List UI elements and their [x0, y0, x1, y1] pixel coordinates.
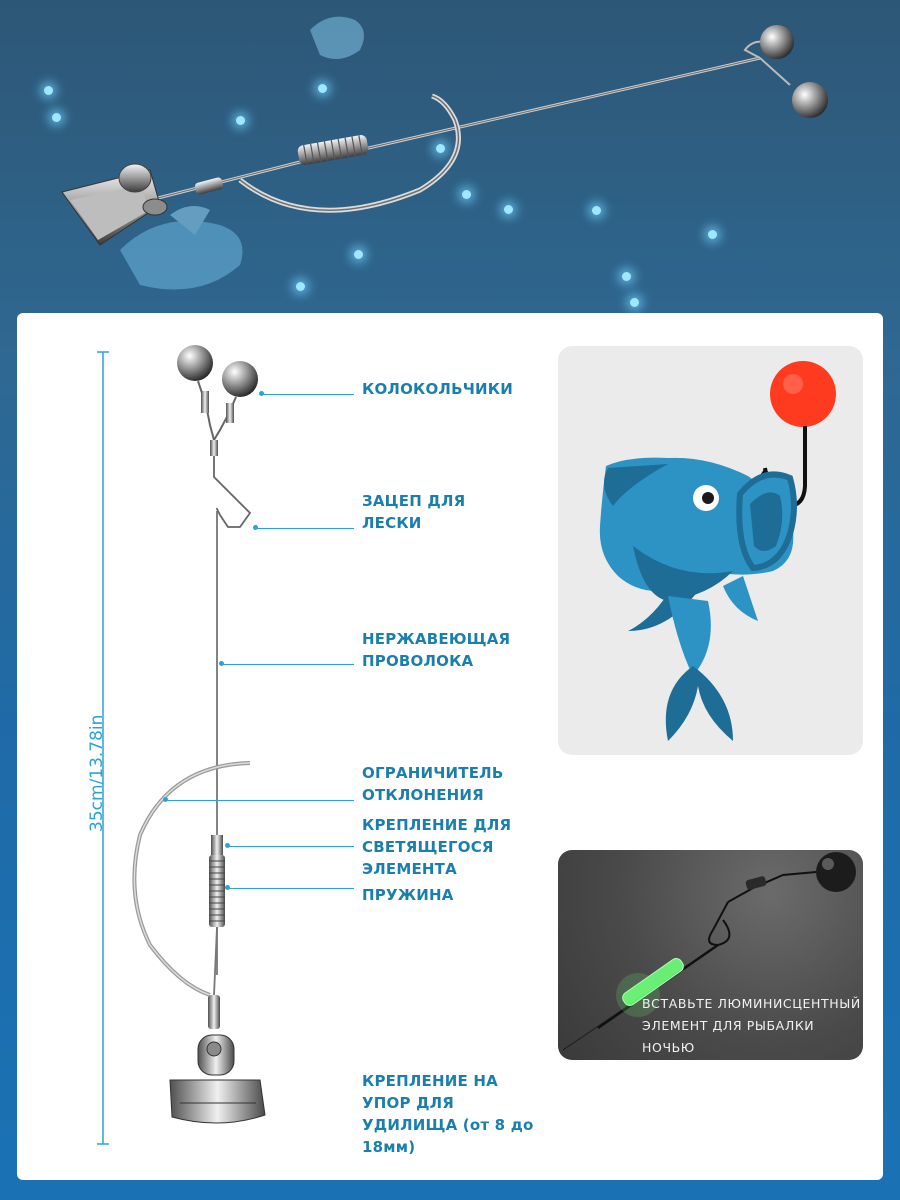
leader-spring — [228, 888, 354, 889]
float-ball-icon — [770, 361, 836, 427]
hero-product-photo — [0, 0, 900, 320]
leader-limiter — [166, 800, 354, 801]
fish-icon — [600, 458, 794, 741]
hero-banner — [0, 0, 900, 320]
label-bells: КОЛОКОЛЬЧИКИ — [362, 380, 514, 398]
hero-bell-icon — [792, 82, 828, 118]
label-glow-mount: КРЕПЛЕНИЕ ДЛЯ СВЕТЯЩЕГОСЯ ЭЛЕМЕНТА — [362, 816, 512, 878]
dimension-label: 35cm/13.78in — [87, 714, 107, 832]
leader-bells — [262, 394, 354, 395]
bells-icon — [177, 345, 258, 456]
label-line-clip: ЗАЦЕП ДЛЯ ЛЕСКИ — [362, 492, 466, 532]
glow-mount-sleeve — [211, 835, 223, 855]
spring-icon — [209, 855, 225, 927]
leader-wire — [222, 664, 354, 665]
rod-clip-icon — [170, 1035, 265, 1123]
label-wire: НЕРЖАВЕЮЩАЯ ПРОВОЛОКА — [362, 630, 511, 670]
leader-line-clip — [256, 528, 354, 529]
fish-illustration-card — [558, 346, 863, 755]
product-diagram — [110, 335, 290, 1145]
fish-on-hook-illustration — [558, 346, 863, 755]
label-spring: ПРУЖИНА — [362, 886, 454, 904]
glow-stick-card — [558, 850, 863, 1060]
label-limiter: ОГРАНИЧИТЕЛЬ ОТКЛОНЕНИЯ — [362, 764, 504, 804]
glow-stick-caption: ВСТАВЬТЕ ЛЮМИНИСЦЕНТНЫЙ ЭЛЕМЕНТ ДЛЯ РЫБАЛКИ НОЧЬЮ — [642, 996, 861, 1055]
label-rod-mount: КРЕПЛЕНИЕ НА УПОР ДЛЯ УДИЛИЩА (от 8 до 18мм) — [362, 1072, 534, 1156]
leader-glow-mount — [228, 846, 354, 847]
hero-bell-icon — [760, 25, 794, 59]
